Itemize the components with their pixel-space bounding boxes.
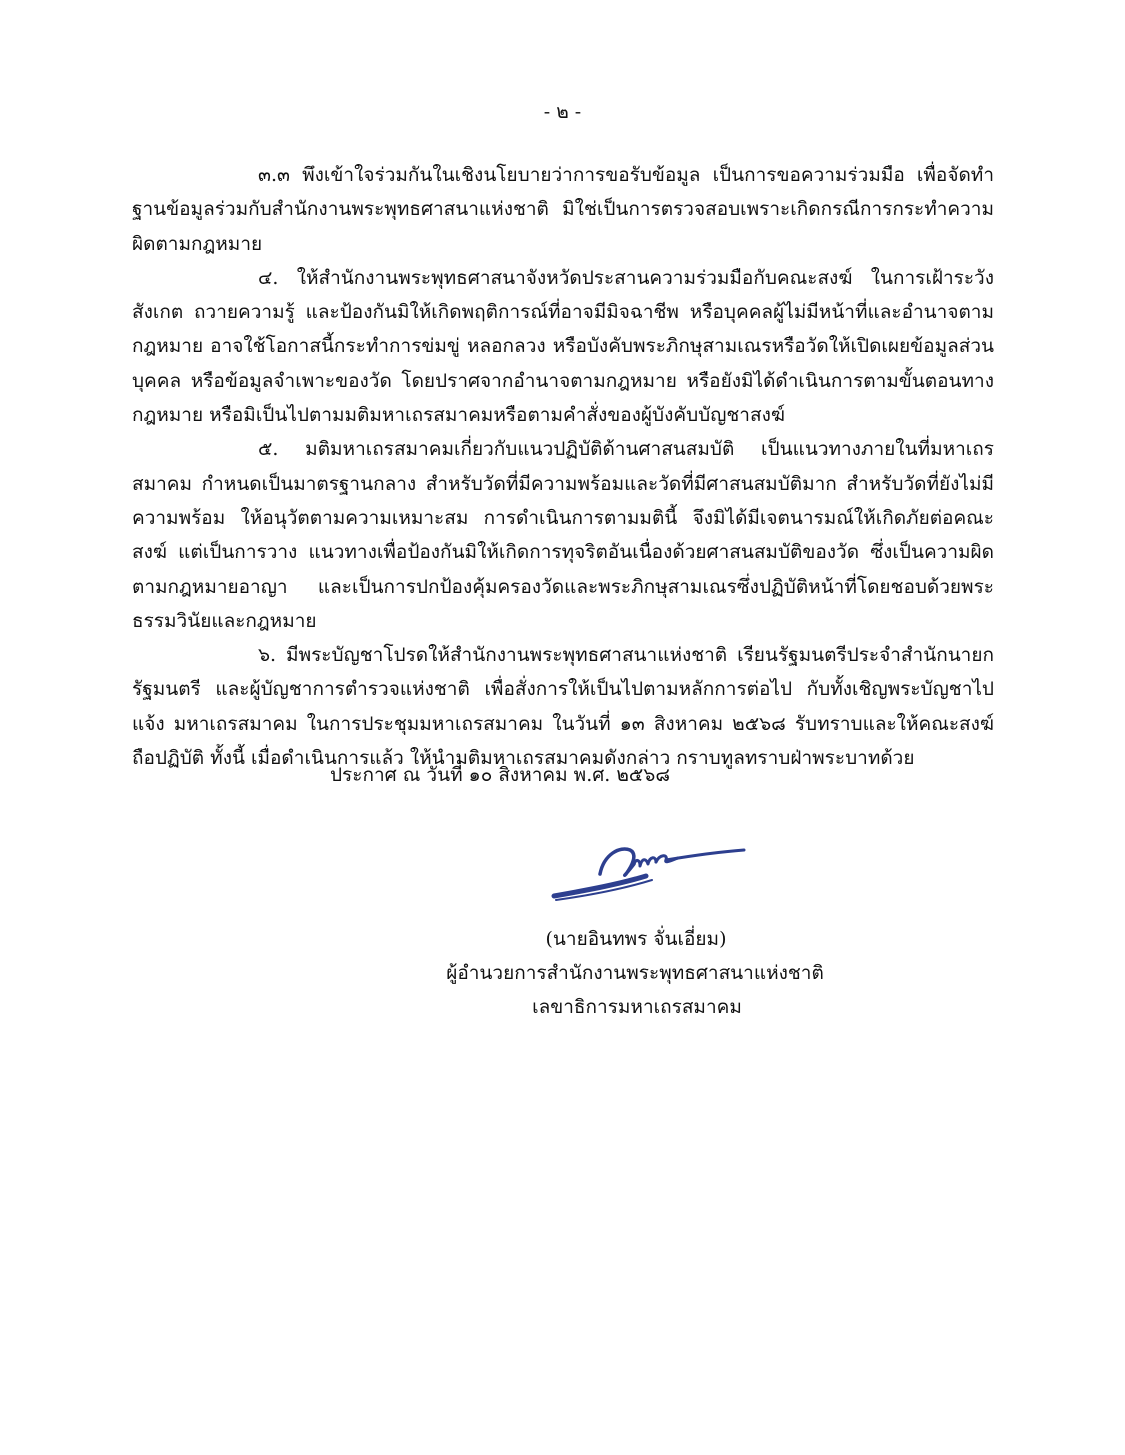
document-body [132, 158, 994, 775]
signer-block [0, 922, 1125, 1032]
page-number: - ๒ - [543, 101, 582, 123]
paragraph-5: ๕. มติมหาเถรสมาคมเกี่ยวกับแนวปฏิบัติด้านศาสนสมบัติ เป็นแนวทางภายในที่มหาเถรสมาคม กำหนดเป็นมาตรฐานกลาง สำหรับวัดที่มีความพร้อมและวัดที่มีศาสนสมบัติมาก สำหรับวัดที่ยังไม่มีความพร้อม ให้อนุวัตตามความเหมาะสม การดำเนินการตามมตินี้ จึงมิได้มีเจตนารมณ์ให้เกิดภัยต่อคณะสงฆ์ แต่เป็นการวาง แนวทางเพื่อป้องกันมิให้เกิดการทุจริตอันเนื่องด้วยศาสนสมบัติของวัด ซึ่งเป็นความผิดตามกฎหมายอาญา และเป็นการปกป้องคุ้มครองวัดและพระภิกษุสามเณรซึ่งปฏิบัติหน้าที่โดยชอบด้วยพระธรรมวินัยและกฎหมาย [132, 438, 994, 632]
paragraph-6: ๖. มีพระบัญชาโปรดให้สำนักงานพระพุทธศาสนาแห่งชาติ เรียนรัฐมนตรีประจำสำนักนายกรัฐมนตรี และผู้บัญชาการตำรวจแห่งชาติ เพื่อสั่งการให้เป็นไปตามหลักการต่อไป กับทั้งเชิญพระบัญชาไปแจ้ง มหาเถรสมาคม ในการประชุมมหาเถรสมาคม ในวันที่ ๑๓ สิงหาคม ๒๕๖๘ รับทราบและให้คณะสงฆ์ ถือปฏิบัติ ทั้งนี้ เมื่อดำเนินการแล้ว ให้นำมติมหาเถรสมาคมดังกล่าว กราบทูลทราบฝ่าพระบาทด้วย [132, 644, 994, 770]
signer-name: (นายอินทพร จั่นเอี่ยม) [545, 928, 727, 950]
paragraph-3-3: ๓.๓ พึงเข้าใจร่วมกันในเชิงนโยบายว่าการขอรับข้อมูล เป็นการขอความร่วมมือ เพื่อจัดทำฐานข้อมูลร่วมกับสำนักงานพระพุทธศาสนาแห่งชาติ มิใช่เป็นการตรวจสอบเพราะเกิดกรณีการกระทำความผิดตามกฎหมาย [132, 164, 994, 255]
announcement-date: ประกาศ ณ วันที่ ๑๐ สิงหาคม พ.ศ. ๒๕๖๘ [330, 764, 670, 786]
paragraph-4: ๔. ให้สำนักงานพระพุทธศาสนาจังหวัดประสานความร่วมมือกับคณะสงฆ์ ในการเฝ้าระวังสังเกต ถวายความรู้ และป้องกันมิให้เกิดพฤติการณ์ที่อาจมีมิจฉาชีพ หรือบุคคลผู้ไม่มีหน้าที่และอำนาจตามกฎหมาย อาจใช้โอกาสนี้กระทำการข่มขู่ หลอกลวง หรือบังคับพระภิกษุสามเณรหรือวัดให้เปิดเผยข้อมูลส่วนบุคคล หรือข้อมูลจำเพาะของวัด โดยปราศจากอำนาจตามกฎหมาย หรือยังมิได้ดำเนินการตามขั้นตอนทางกฎหมาย หรือมิเป็นไปตามมติมหาเถรสมาคมหรือตามคำสั่งของผู้บังคับบัญชาสงฆ์ [132, 266, 994, 427]
signer-title: ผู้อำนวยการสำนักงานพระพุทธศาสนาแห่งชาติ [446, 962, 824, 984]
signer-role: เลขาธิการมหาเถรสมาคม [532, 996, 742, 1018]
signature-image [548, 838, 750, 908]
